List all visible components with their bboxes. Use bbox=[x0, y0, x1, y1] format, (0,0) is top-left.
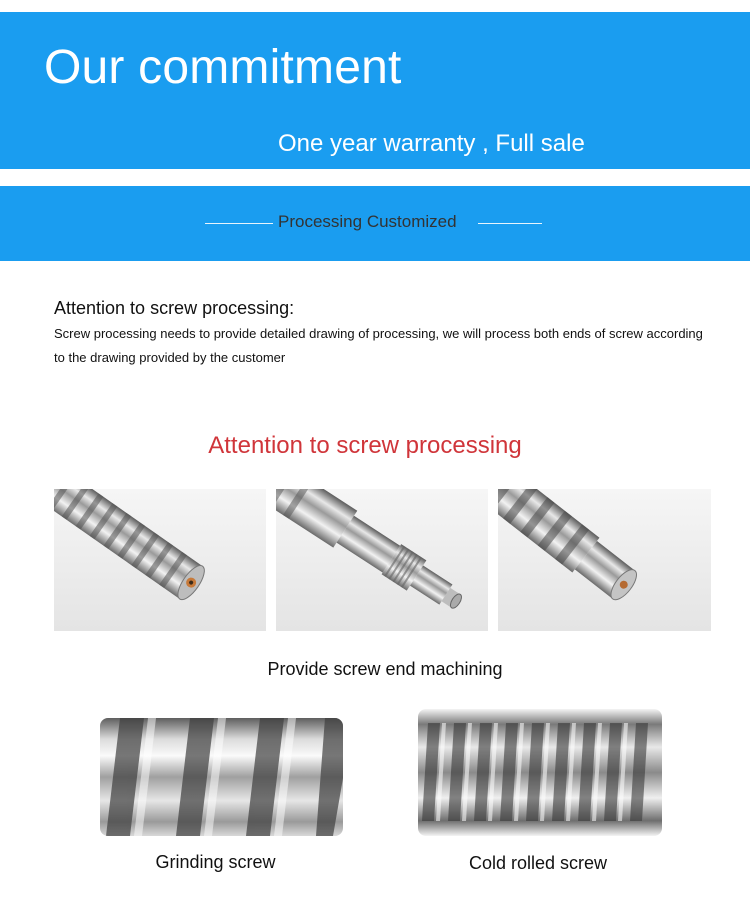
attention-body: Screw processing needs to provide detailed drawing of processing, we will process both ends of screw according to the drawing provided by the customer bbox=[54, 326, 703, 365]
grinding-screw-caption: Grinding screw bbox=[155, 852, 276, 872]
cold-rolled-screw-caption: Cold rolled screw bbox=[468, 853, 608, 873]
processing-label: Processing Customized bbox=[278, 212, 457, 231]
warranty-subtitle: One year warranty , Full sale bbox=[278, 130, 585, 157]
commitment-banner bbox=[0, 12, 750, 169]
attention-heading: Attention to screw processing: bbox=[54, 298, 295, 318]
commitment-title: Our commitment bbox=[44, 41, 402, 94]
divider-left bbox=[205, 223, 273, 224]
cold-rolled-screw-photo bbox=[418, 709, 662, 836]
divider-right bbox=[478, 223, 542, 224]
gallery-title: Attention to screw processing bbox=[208, 432, 522, 459]
screw-end-photo-1 bbox=[54, 489, 266, 631]
processing-banner bbox=[0, 186, 750, 261]
end-machining-caption: Provide screw end machining bbox=[267, 659, 503, 679]
screw-end-photo-2 bbox=[276, 489, 488, 631]
screw-end-photo-3 bbox=[498, 489, 711, 631]
grinding-screw-photo bbox=[100, 718, 343, 836]
